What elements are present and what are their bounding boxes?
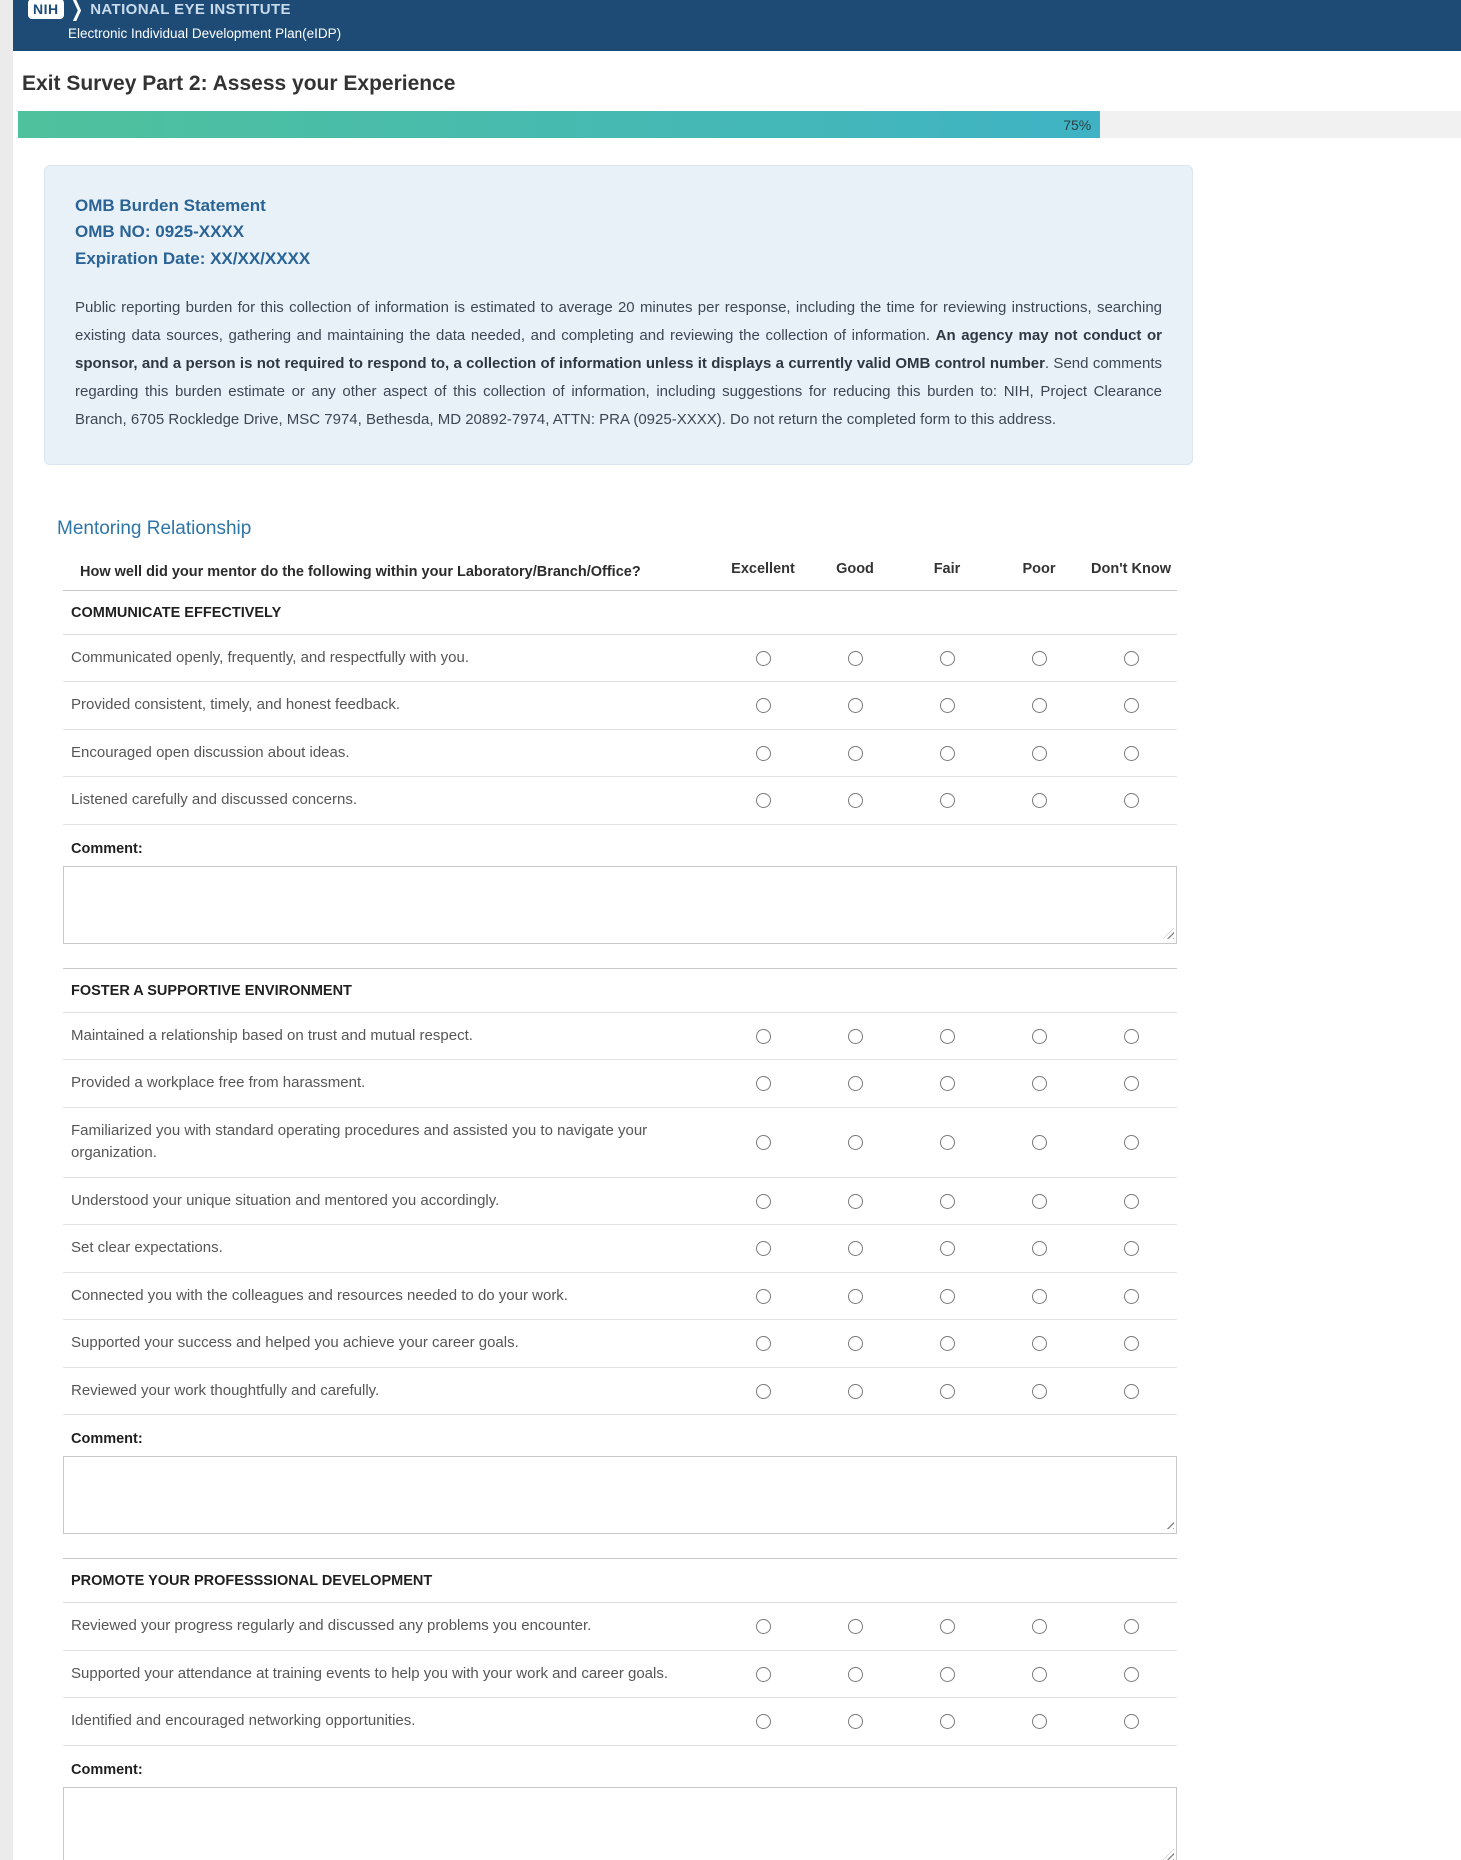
radio-excellent[interactable] [756,1135,771,1150]
statement: Connected you with the colleagues and resources needed to do your work. [71,1286,568,1304]
radio-fair[interactable] [940,793,955,808]
radio-excellent[interactable] [756,1714,771,1729]
group-header-foster-supportive-environment: FOSTER A SUPPORTIVE ENVIRONMENT [63,969,1177,1013]
radio-excellent[interactable] [756,651,771,666]
comment-label: Comment: [71,840,143,857]
statement: Set clear expectations. [71,1239,223,1257]
comment-block [63,1746,1177,1860]
org-name: NATIONAL EYE INSTITUTE [90,0,291,18]
omb-body-text: . Send comments regarding this burden estimate or any other aspect of this collection of information, including suggestions for reducing this burden to: NIH, Project Clearance Branch, 6705 Rockledge Drive, MSC 7974, Bethesda, MD 20892-7974, ATTN: PRA (0925-XXXX). Do not return the completed form to this address. [75,355,1162,429]
radio-fair[interactable] [940,1289,955,1304]
radio-good[interactable] [848,1667,863,1682]
comment-block [63,825,1177,969]
page-title: Exit Survey Part 2: Assess your Experience [22,72,456,95]
radio-good[interactable] [848,1241,863,1256]
radio-poor[interactable] [1032,793,1047,808]
radio-fair[interactable] [940,1384,955,1399]
radio-dont-know[interactable] [1124,1619,1139,1634]
radio-excellent[interactable] [756,1336,771,1351]
radio-fair[interactable] [940,1714,955,1729]
radio-fair[interactable] [940,651,955,666]
radio-excellent[interactable] [756,746,771,761]
radio-poor[interactable] [1032,1289,1047,1304]
column-header-good: Good [836,561,874,578]
radio-good[interactable] [848,698,863,713]
omb-number: OMB NO: 0925-XXXX [75,222,245,242]
radio-dont-know[interactable] [1124,1029,1139,1044]
radio-good[interactable] [848,1194,863,1209]
section-title-mentoring-relationship: Mentoring Relationship [57,518,252,540]
table-row [63,1603,1177,1651]
column-header-excellent: Excellent [731,561,795,578]
radio-good[interactable] [848,1289,863,1304]
statement: Provided consistent, timely, and honest feedback. [71,696,401,714]
radio-dont-know[interactable] [1124,1384,1139,1399]
radio-dont-know[interactable] [1124,698,1139,713]
statement: Encouraged open discussion about ideas. [71,743,350,761]
radio-fair[interactable] [940,1029,955,1044]
omb-body-bold: An agency may not conduct or sponsor, and a person is not required to respond to, a collection of information unless it displays a currently valid OMB control number [75,327,1162,373]
column-header-fair: Fair [933,561,961,578]
table-question: How well did your mentor do the following within your Laboratory/Branch/Office? [80,563,641,580]
page [13,0,1461,1860]
radio-dont-know[interactable] [1124,1714,1139,1729]
statement: Provided a workplace free from harassment. [71,1074,366,1092]
radio-poor[interactable] [1032,1336,1047,1351]
comment-block [63,1415,1177,1559]
radio-excellent[interactable] [756,1194,771,1209]
column-header-dont-know: Don't Know [1091,561,1171,578]
comment-textarea-promote[interactable] [63,1787,1177,1860]
radio-poor[interactable] [1032,1241,1047,1256]
radio-good[interactable] [848,651,863,666]
radio-good[interactable] [848,1336,863,1351]
progress-bar [18,111,1461,138]
radio-good[interactable] [848,793,863,808]
progress-label: 75% [1063,116,1092,133]
radio-dont-know[interactable] [1124,746,1139,761]
radio-dont-know[interactable] [1124,1289,1139,1304]
radio-excellent[interactable] [756,1667,771,1682]
table-row [63,777,1177,825]
radio-dont-know[interactable] [1124,1667,1139,1682]
radio-dont-know[interactable] [1124,1194,1139,1209]
radio-poor[interactable] [1032,1194,1047,1209]
radio-good[interactable] [848,746,863,761]
statement: Understood your unique situation and mentored you accordingly. [71,1191,500,1209]
omb-body-text: Public reporting burden for this collection of information is estimated to average 20 minutes per response, including the time for reviewing instructions, searching existing data sources, gathering and maintaining the data needed, and completing and reviewing the collection of information. [75,299,1162,345]
statement: Listened carefully and discussed concerns. [71,791,357,809]
statement: Reviewed your work thoughtfully and carefully. [71,1381,380,1399]
survey-table [63,560,1177,1860]
radio-fair[interactable] [940,1135,955,1150]
radio-fair[interactable] [940,1667,955,1682]
radio-excellent[interactable] [756,1384,771,1399]
radio-good[interactable] [848,1076,863,1091]
nih-logo: NIH [28,0,64,19]
comment-textarea-communicate[interactable] [63,866,1177,944]
radio-dont-know[interactable] [1124,1135,1139,1150]
radio-excellent[interactable] [756,1076,771,1091]
group-header-promote-professional-development: PROMOTE YOUR PROFESSSIONAL DEVELOPMENT [63,1559,1177,1603]
statement: Communicated openly, frequently, and respectfully with you. [71,648,469,666]
radio-fair[interactable] [940,1619,955,1634]
radio-dont-know[interactable] [1124,793,1139,808]
app-header [13,0,1461,51]
table-row [63,1651,1177,1699]
radio-fair[interactable] [940,1076,955,1091]
radio-poor[interactable] [1032,1076,1047,1091]
statement: Familiarized you with standard operating procedures and assisted you to navigate your organization. [71,1121,648,1162]
radio-poor[interactable] [1032,1714,1047,1729]
radio-good[interactable] [848,1384,863,1399]
omb-burden-statement [44,165,1193,465]
table-row [63,1225,1177,1273]
table-row [63,1273,1177,1321]
app-subtitle: Electronic Individual Development Plan(eIDP) [68,26,342,41]
table-row [63,1108,1177,1178]
radio-good[interactable] [848,1619,863,1634]
radio-poor[interactable] [1032,1667,1047,1682]
statement: Supported your success and helped you achieve your career goals. [71,1334,519,1352]
radio-excellent[interactable] [756,1241,771,1256]
comment-label: Comment: [71,1431,143,1448]
table-header-row [63,560,1177,591]
group-header-communicate-effectively: COMMUNICATE EFFECTIVELY [63,591,1177,635]
radio-poor[interactable] [1032,651,1047,666]
statement: Reviewed your progress regularly and discussed any problems you encounter. [71,1617,592,1635]
statement: Identified and encouraged networking opportunities. [71,1712,416,1730]
radio-dont-know[interactable] [1124,1336,1139,1351]
radio-poor[interactable] [1032,1384,1047,1399]
radio-poor[interactable] [1032,1135,1047,1150]
radio-fair[interactable] [940,1241,955,1256]
radio-good[interactable] [848,1029,863,1044]
radio-dont-know[interactable] [1124,651,1139,666]
radio-dont-know[interactable] [1124,1241,1139,1256]
radio-excellent[interactable] [756,1289,771,1304]
radio-excellent[interactable] [756,1029,771,1044]
progress-fill [18,111,1100,138]
column-header-poor: Poor [1022,561,1056,578]
radio-fair[interactable] [940,1194,955,1209]
radio-good[interactable] [848,1714,863,1729]
radio-fair[interactable] [940,1336,955,1351]
comment-label: Comment: [71,1761,143,1778]
radio-fair[interactable] [940,746,955,761]
table-row [63,1320,1177,1368]
table-row [63,682,1177,730]
nih-chevron-icon: ❯ [70,0,84,22]
radio-good[interactable] [848,1135,863,1150]
table-row [63,1060,1177,1108]
table-row [63,730,1177,778]
radio-poor[interactable] [1032,698,1047,713]
omb-expiration: Expiration Date: XX/XX/XXXX [75,248,311,268]
radio-poor[interactable] [1032,1029,1047,1044]
comment-textarea-foster[interactable] [63,1456,1177,1534]
table-row [63,1013,1177,1061]
statement: Supported your attendance at training events to help you with your work and career goals. [71,1664,669,1682]
omb-title: OMB Burden Statement [75,196,266,215]
radio-excellent[interactable] [756,1619,771,1634]
table-row [63,1368,1177,1416]
table-row [63,1698,1177,1746]
omb-body [75,294,1162,434]
radio-fair[interactable] [940,698,955,713]
radio-excellent[interactable] [756,793,771,808]
radio-excellent[interactable] [756,698,771,713]
statement: Maintained a relationship based on trust and mutual respect. [71,1026,473,1044]
table-row [63,635,1177,683]
radio-poor[interactable] [1032,1619,1047,1634]
radio-poor[interactable] [1032,746,1047,761]
radio-dont-know[interactable] [1124,1076,1139,1091]
table-row [63,1178,1177,1226]
